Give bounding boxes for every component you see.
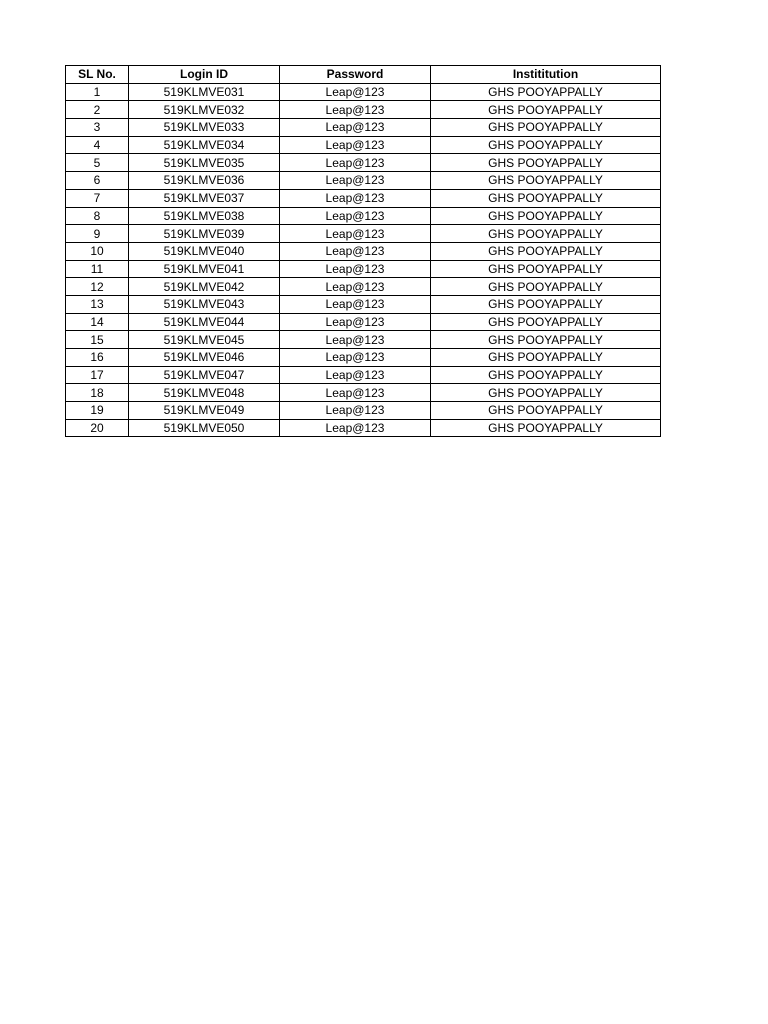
cell-sl-no: 18 bbox=[66, 384, 129, 402]
table-row bbox=[66, 207, 661, 225]
table-row bbox=[66, 172, 661, 190]
header-institution: Instititution bbox=[431, 66, 661, 84]
cell-login-id: 519KLMVE048 bbox=[129, 384, 280, 402]
table-row bbox=[66, 225, 661, 243]
cell-institution: GHS POOYAPPALLY bbox=[431, 260, 661, 278]
table-header bbox=[66, 66, 661, 84]
table-row bbox=[66, 295, 661, 313]
table-row bbox=[66, 189, 661, 207]
cell-institution: GHS POOYAPPALLY bbox=[431, 119, 661, 137]
cell-password: Leap@123 bbox=[280, 260, 431, 278]
cell-password: Leap@123 bbox=[280, 295, 431, 313]
table-row bbox=[66, 154, 661, 172]
header-sl-no: SL No. bbox=[66, 66, 129, 84]
cell-login-id: 519KLMVE031 bbox=[129, 83, 280, 101]
cell-password: Leap@123 bbox=[280, 384, 431, 402]
cell-sl-no: 20 bbox=[66, 419, 129, 437]
cell-login-id: 519KLMVE047 bbox=[129, 366, 280, 384]
table-row bbox=[66, 313, 661, 331]
cell-institution: GHS POOYAPPALLY bbox=[431, 242, 661, 260]
cell-login-id: 519KLMVE033 bbox=[129, 119, 280, 137]
cell-sl-no: 12 bbox=[66, 278, 129, 296]
header-password: Password bbox=[280, 66, 431, 84]
cell-password: Leap@123 bbox=[280, 402, 431, 420]
cell-password: Leap@123 bbox=[280, 83, 431, 101]
cell-institution: GHS POOYAPPALLY bbox=[431, 384, 661, 402]
cell-institution: GHS POOYAPPALLY bbox=[431, 172, 661, 190]
cell-sl-no: 17 bbox=[66, 366, 129, 384]
cell-login-id: 519KLMVE041 bbox=[129, 260, 280, 278]
cell-password: Leap@123 bbox=[280, 154, 431, 172]
cell-login-id: 519KLMVE050 bbox=[129, 419, 280, 437]
cell-password: Leap@123 bbox=[280, 119, 431, 137]
cell-login-id: 519KLMVE036 bbox=[129, 172, 280, 190]
cell-sl-no: 9 bbox=[66, 225, 129, 243]
cell-sl-no: 14 bbox=[66, 313, 129, 331]
cell-sl-no: 19 bbox=[66, 402, 129, 420]
cell-sl-no: 8 bbox=[66, 207, 129, 225]
cell-sl-no: 5 bbox=[66, 154, 129, 172]
cell-institution: GHS POOYAPPALLY bbox=[431, 295, 661, 313]
cell-password: Leap@123 bbox=[280, 419, 431, 437]
cell-sl-no: 6 bbox=[66, 172, 129, 190]
cell-password: Leap@123 bbox=[280, 189, 431, 207]
cell-sl-no: 1 bbox=[66, 83, 129, 101]
table-row bbox=[66, 349, 661, 367]
cell-password: Leap@123 bbox=[280, 136, 431, 154]
cell-password: Leap@123 bbox=[280, 172, 431, 190]
table-row bbox=[66, 278, 661, 296]
cell-password: Leap@123 bbox=[280, 242, 431, 260]
cell-institution: GHS POOYAPPALLY bbox=[431, 101, 661, 119]
cell-sl-no: 4 bbox=[66, 136, 129, 154]
cell-sl-no: 13 bbox=[66, 295, 129, 313]
cell-login-id: 519KLMVE046 bbox=[129, 349, 280, 367]
table-row bbox=[66, 101, 661, 119]
cell-login-id: 519KLMVE040 bbox=[129, 242, 280, 260]
table-row bbox=[66, 402, 661, 420]
cell-password: Leap@123 bbox=[280, 278, 431, 296]
cell-password: Leap@123 bbox=[280, 366, 431, 384]
cell-login-id: 519KLMVE045 bbox=[129, 331, 280, 349]
cell-sl-no: 10 bbox=[66, 242, 129, 260]
cell-institution: GHS POOYAPPALLY bbox=[431, 278, 661, 296]
table-row bbox=[66, 242, 661, 260]
cell-login-id: 519KLMVE044 bbox=[129, 313, 280, 331]
table-row bbox=[66, 260, 661, 278]
cell-institution: GHS POOYAPPALLY bbox=[431, 313, 661, 331]
table-row bbox=[66, 331, 661, 349]
header-login-id: Login ID bbox=[129, 66, 280, 84]
cell-sl-no: 11 bbox=[66, 260, 129, 278]
cell-sl-no: 7 bbox=[66, 189, 129, 207]
cell-login-id: 519KLMVE043 bbox=[129, 295, 280, 313]
cell-institution: GHS POOYAPPALLY bbox=[431, 225, 661, 243]
cell-institution: GHS POOYAPPALLY bbox=[431, 331, 661, 349]
table-row bbox=[66, 419, 661, 437]
table-row bbox=[66, 83, 661, 101]
cell-login-id: 519KLMVE038 bbox=[129, 207, 280, 225]
cell-sl-no: 15 bbox=[66, 331, 129, 349]
cell-password: Leap@123 bbox=[280, 349, 431, 367]
table-body bbox=[66, 83, 661, 437]
header-row bbox=[66, 66, 661, 84]
cell-login-id: 519KLMVE034 bbox=[129, 136, 280, 154]
cell-institution: GHS POOYAPPALLY bbox=[431, 349, 661, 367]
table-row bbox=[66, 136, 661, 154]
cell-login-id: 519KLMVE037 bbox=[129, 189, 280, 207]
cell-sl-no: 3 bbox=[66, 119, 129, 137]
cell-login-id: 519KLMVE042 bbox=[129, 278, 280, 296]
cell-institution: GHS POOYAPPALLY bbox=[431, 83, 661, 101]
table-row bbox=[66, 384, 661, 402]
cell-institution: GHS POOYAPPALLY bbox=[431, 366, 661, 384]
cell-password: Leap@123 bbox=[280, 313, 431, 331]
cell-password: Leap@123 bbox=[280, 225, 431, 243]
cell-login-id: 519KLMVE032 bbox=[129, 101, 280, 119]
cell-sl-no: 16 bbox=[66, 349, 129, 367]
cell-institution: GHS POOYAPPALLY bbox=[431, 136, 661, 154]
cell-password: Leap@123 bbox=[280, 101, 431, 119]
cell-login-id: 519KLMVE049 bbox=[129, 402, 280, 420]
cell-password: Leap@123 bbox=[280, 331, 431, 349]
table-row bbox=[66, 366, 661, 384]
cell-institution: GHS POOYAPPALLY bbox=[431, 207, 661, 225]
cell-institution: GHS POOYAPPALLY bbox=[431, 189, 661, 207]
login-credentials-table bbox=[65, 65, 661, 437]
cell-institution: GHS POOYAPPALLY bbox=[431, 419, 661, 437]
table-row bbox=[66, 119, 661, 137]
cell-institution: GHS POOYAPPALLY bbox=[431, 154, 661, 172]
cell-login-id: 519KLMVE039 bbox=[129, 225, 280, 243]
cell-sl-no: 2 bbox=[66, 101, 129, 119]
cell-login-id: 519KLMVE035 bbox=[129, 154, 280, 172]
cell-institution: GHS POOYAPPALLY bbox=[431, 402, 661, 420]
cell-password: Leap@123 bbox=[280, 207, 431, 225]
